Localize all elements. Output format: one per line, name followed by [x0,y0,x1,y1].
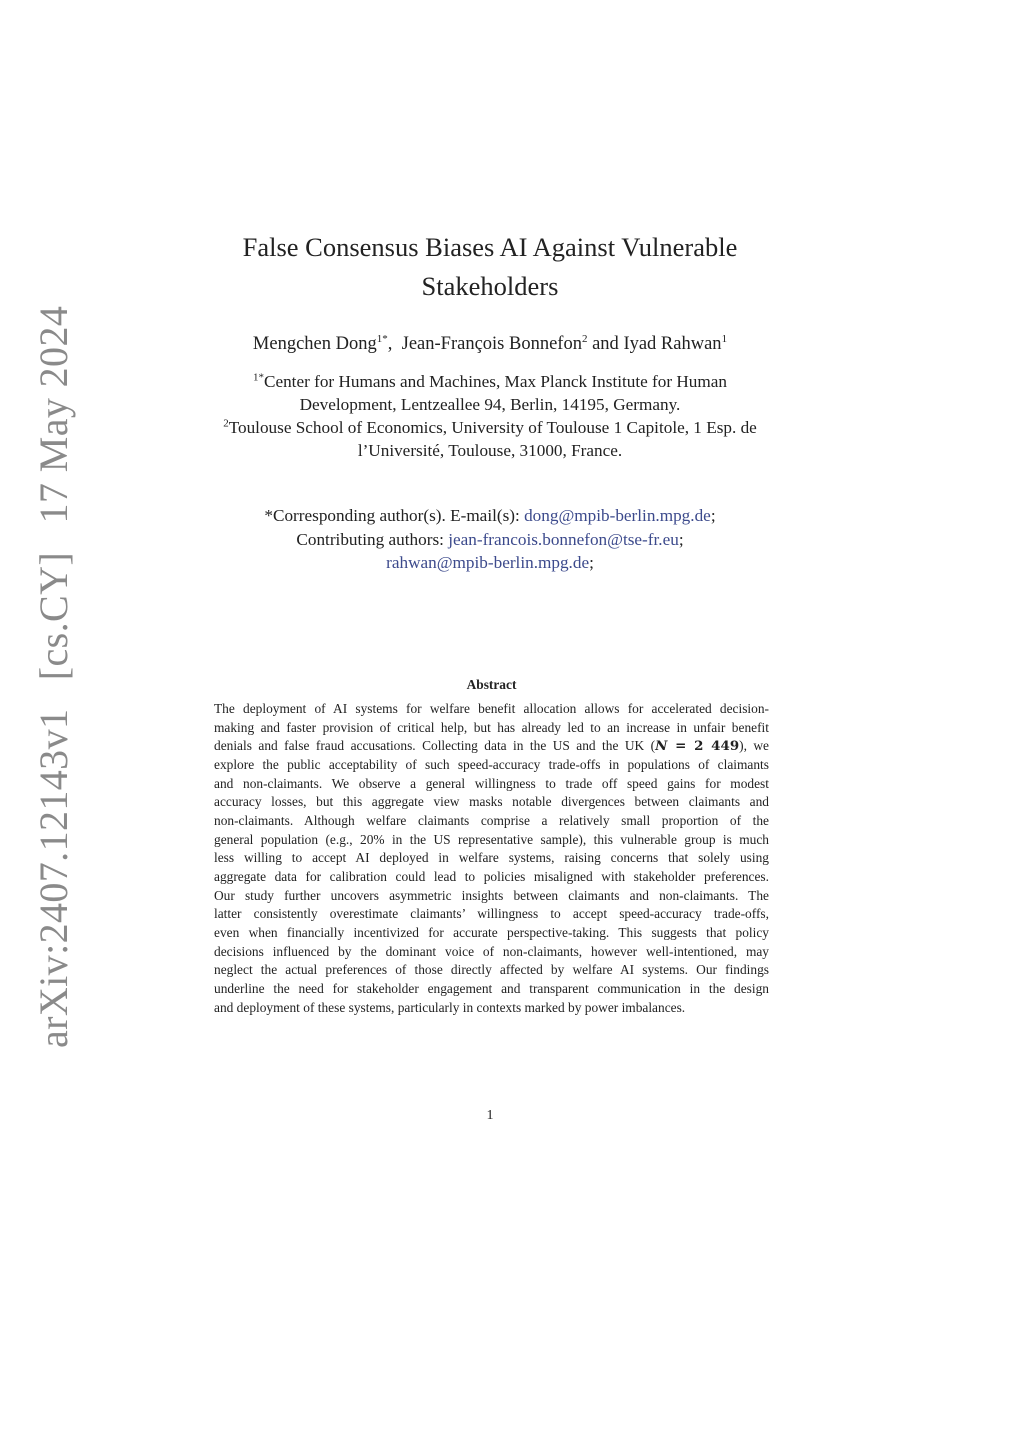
abstract-line: latter consistently overestimate claimants’ willingness to accept speed-accuracy trade-offs, [214,906,769,922]
abstract-line: explore the public acceptability of such speed-accuracy trade-offs in populations of claimants [214,756,769,772]
affiliation-text: Center for Humans and Machines, Max Planck Institute for Human [264,372,727,391]
abstract-line: neglect the actual preferences of those directly affected by welfare AI systems. Our findings [214,962,769,978]
abstract-line: accuracy losses, but this aggregate view masks notable divergences between claimants and [214,794,769,810]
author-list [170,334,810,355]
abstract-body [214,700,769,1017]
abstract-line: general population (e.g., 20% in the US representative sample), this vulnerable group is much [214,831,769,847]
title-line-1: False Consensus Biases AI Against Vulnerable [242,232,738,262]
contributing-email-link-2[interactable]: rahwan@mpib-berlin.mpg.de [386,553,590,572]
math-equals: = [667,738,695,755]
abstract-line: making and faster provision of critical help, but has already led to an increase in unfair benefit [214,719,769,735]
affiliation-text: Toulouse School of Economics, University of Toulouse 1 Capitole, 1 Esp. de [228,418,757,437]
contributing-authors-line-2 [170,551,810,575]
author-sup: 1* [376,332,388,345]
abstract-line: aggregate data for calibration could lead to policies misaligned with stakeholder preferences. [214,868,769,884]
affiliation-sup: 1* [253,371,264,384]
author-name: Iyad Rahwan [623,334,722,354]
math-variable: N [655,738,668,755]
separator: ; [710,506,716,525]
abstract-text: ), we [739,738,770,754]
abstract-text: denials and false fraud accusations. Collecting data in the US and the UK ( [214,738,656,754]
abstract-line: and deployment of these systems, particularly in contexts marked by power imbalances. [214,999,686,1015]
affiliation-1-line-2: Development, Lentzeallee 94, Berlin, 14195, Germany. [299,395,681,414]
author-conjunction: and [592,334,619,354]
abstract-line: The deployment of AI systems for welfare benefit allocation allows for accelerated decision- [214,701,769,716]
corresponding-label: *Corresponding author(s). E-mail(s): [264,506,520,525]
affiliation-2-line-2: l’Université, Toulouse, 31000, France. [357,441,623,460]
author-sup: 2 [581,332,588,345]
arxiv-date: 17 May 2024 [31,305,76,524]
paper-title [190,228,790,306]
arxiv-category: [cs.CY] [31,551,76,681]
math-number: 2 449 [694,738,740,755]
abstract-line: Our study further uncovers asymmetric insights between claimants and non-claimants. The [214,887,769,903]
corresponding-author-line [170,504,810,528]
author-separator: , [387,334,393,354]
contact-info [170,504,810,575]
contributing-label: Contributing authors: [296,529,444,549]
abstract-line: non-claimants. Although welfare claimants comprise a relatively small proportion of the [214,812,769,828]
corresponding-email-link[interactable]: dong@mpib-berlin.mpg.de [524,506,711,525]
contributing-email-link-1[interactable]: jean-francois.bonnefon@tse-fr.eu [448,529,679,549]
page-number: 1 [486,1108,494,1123]
abstract-line: less willing to accept AI deployed in welfare systems, raising concerns that solely using [214,850,769,866]
affiliation-2-line-1 [170,416,810,439]
abstract-line-with-math [214,737,769,756]
arxiv-id: arXiv:2407.12143v1 [31,708,76,1048]
abstract-line: even when financially incentivized for accurate perspective-taking. This suggests that policy [214,924,769,940]
author-name: Mengchen Dong [252,334,377,354]
affiliation-sup: 2 [223,417,229,430]
separator: ; [589,553,594,572]
contributing-authors-line [170,528,810,552]
separator: ; [678,529,684,549]
arxiv-stamp [30,288,77,1048]
title-line-2: Stakeholders [421,271,559,301]
abstract-line: decisions influenced by the dominant voice of non-claimants, however well-intentioned, may [214,943,769,959]
affiliations [170,370,810,462]
affiliation-1-line-1 [170,370,810,393]
abstract-line: and non-claimants. We observe a general willingness to trade off speed gains for modest [214,775,769,791]
author-sup: 1 [721,332,728,345]
abstract-heading: Abstract [466,677,517,692]
abstract-line: underline the need for stakeholder engagement and transparent communication in the design [214,980,769,996]
author-name: Jean-François Bonnefon [401,334,582,354]
